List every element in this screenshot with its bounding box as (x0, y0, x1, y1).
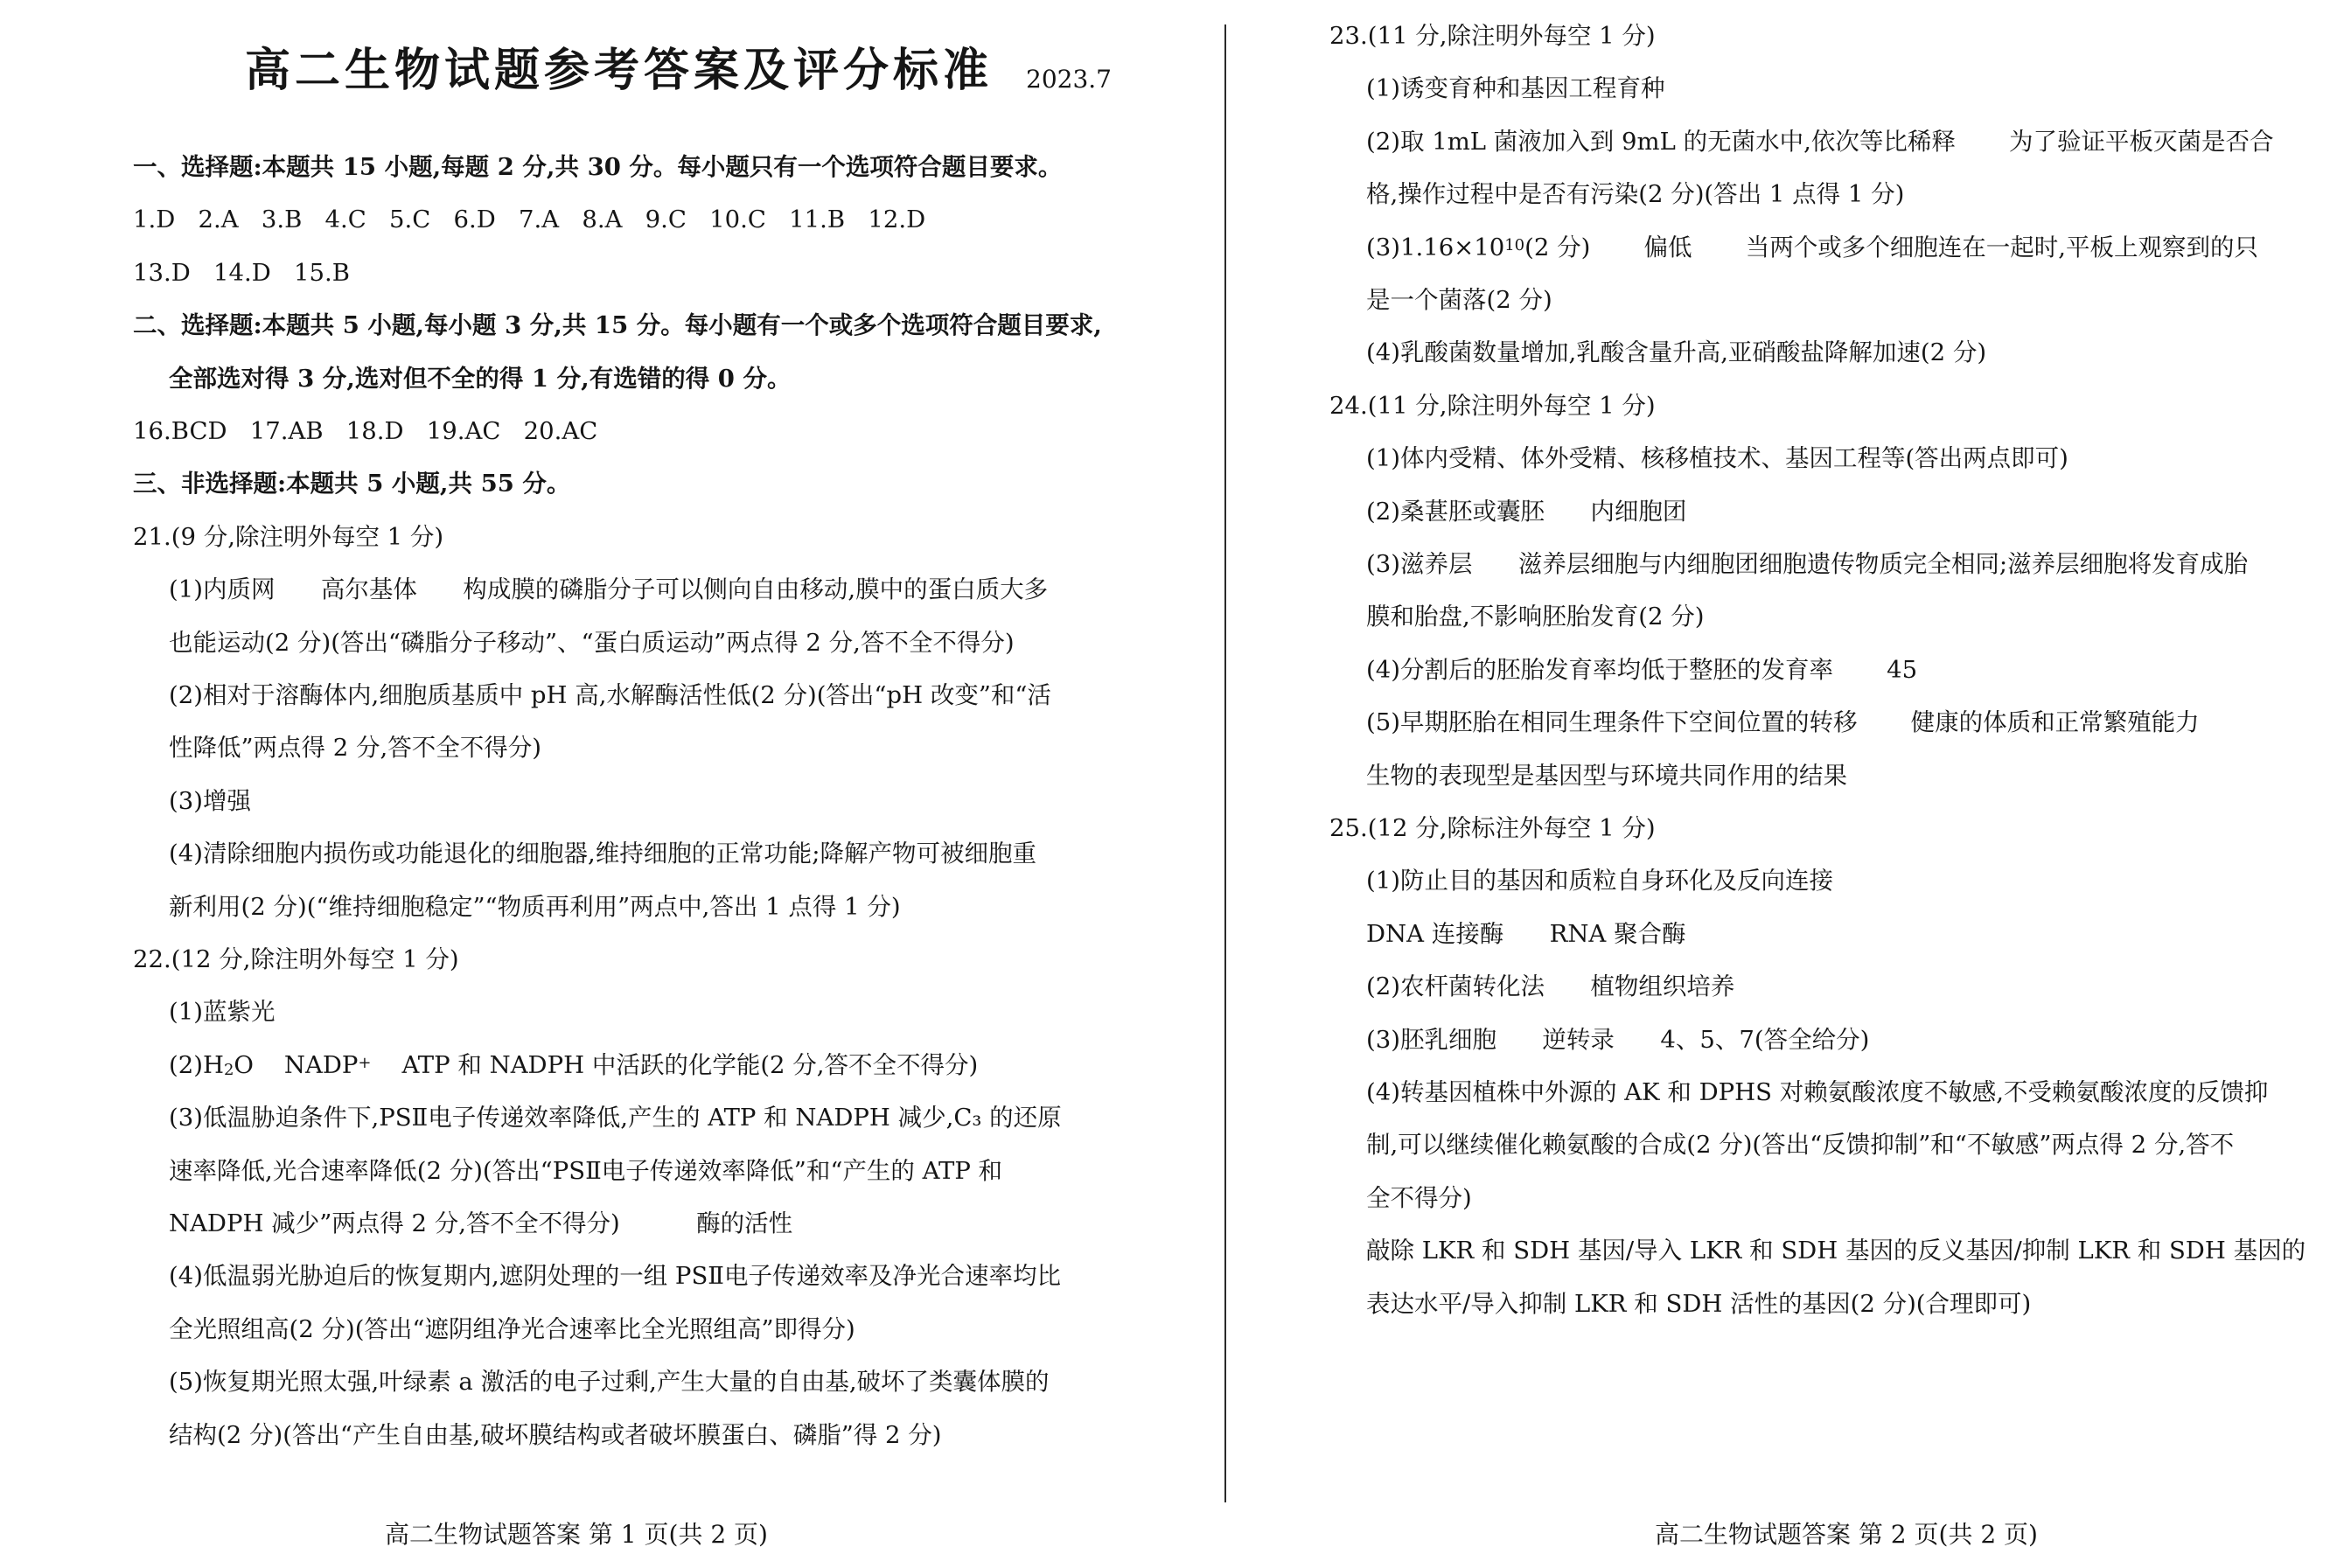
superscript: 10 (1504, 235, 1525, 254)
answer-line: (2)农杆菌转化法 植物组织培养 (1366, 972, 1735, 1001)
answer-line: 二、选择题:本题共 5 小题,每小题 3 分,共 15 分。每小题有一个或多个选项符合题目要求, (133, 311, 1102, 340)
answer-line: 三、非选择题:本题共 5 小题,共 55 分。 (133, 470, 571, 498)
page-title: 高二生物试题参考答案及评分标准 (245, 44, 994, 97)
answer-text: ATP 和 NADPH 中活跃的化学能(2 分,答不全不得分) (371, 1050, 979, 1079)
subscript: 2 (223, 1060, 234, 1079)
answer-line: (2)桑葚胚或囊胚 内细胞团 (1366, 497, 1687, 526)
answer-line: 25.(12 分,除标注外每空 1 分) (1329, 814, 1656, 842)
answer-line: 一、选择题:本题共 15 小题,每题 2 分,共 30 分。每小题只有一个选项符合题目要求。 (133, 153, 1063, 181)
answer-line: (4)低温弱光胁迫后的恢复期内,遮阴处理的一组 PSⅡ电子传递效率及净光合速率均比 (169, 1262, 1061, 1291)
answer-line: (1)内质网 高尔基体 构成膜的磷脂分子可以侧向自由移动,膜中的蛋白质大多 (169, 575, 1049, 604)
answer-line: 敲除 LKR 和 SDH 基因/导入 LKR 和 SDH 基因的反义基因/抑制 LKR 和 SDH 基因的 (1366, 1237, 2306, 1265)
page-divider (1224, 24, 1226, 1502)
answer-line: (3)胚乳细胞 逆转录 4、5、7(答全给分) (1366, 1025, 1870, 1054)
page-footer-2: 高二生物试题答案 第 2 页(共 2 页) (1655, 1520, 2038, 1549)
answer-line: 1.D 2.A 3.B 4.C 5.C 6.D 7.A 8.A 9.C 10.C 11.B 12.D (133, 206, 926, 234)
answer-line: (1)防止目的基因和质粒自身环化及反向连接 (1366, 867, 1833, 896)
answer-line: (3)增强 (169, 786, 251, 815)
answer-line: 速率降低,光合速率降低(2 分)(答出“PSⅡ电子传递效率降低”和“产生的 ATP 和 (169, 1156, 1003, 1185)
answer-line: 制,可以继续催化赖氨酸的合成(2 分)(答出“反馈抑制”和“不敏感”两点得 2 分,答不 (1366, 1131, 2235, 1160)
answer-line: (3)滋养层 滋养层细胞与内细胞团细胞遗传物质完全相同;滋养层细胞将发育成胎 (1366, 550, 2249, 578)
superscript: + (358, 1053, 372, 1072)
answer-line: (4)乳酸菌数量增加,乳酸含量升高,亚硝酸盐降解加速(2 分) (1366, 338, 1987, 367)
answer-line-22-2 (169, 1048, 978, 1083)
answer-line: 性降低”两点得 2 分,答不全不得分) (169, 734, 542, 763)
answer-line: 表达水平/导入抑制 LKR 和 SDH 活性的基因(2 分)(合理即可) (1366, 1289, 2032, 1318)
answer-line: 新利用(2 分)(“维持细胞稳定”“物质再利用”两点中,答出 1 点得 1 分) (169, 892, 901, 921)
answer-line: (2)取 1mL 菌液加入到 9mL 的无菌水中,依次等比稀释 为了验证平板灭菌是否合 (1366, 127, 2274, 156)
page-footer-1: 高二生物试题答案 第 1 页(共 2 页) (385, 1520, 768, 1549)
answer-line: (1)蓝紫光 (169, 998, 276, 1027)
answer-line: 全部选对得 3 分,选对但不全的得 1 分,有选错的得 0 分。 (169, 364, 792, 393)
answer-line: 16.BCD 17.AB 18.D 19.AC 20.AC (133, 417, 598, 445)
answer-line: NADPH 减少”两点得 2 分,答不全不得分) 酶的活性 (169, 1209, 793, 1237)
answer-text: (3)1.16×10 (1366, 233, 1505, 261)
answer-line: 21.(9 分,除注明外每空 1 分) (133, 522, 444, 551)
answer-line: 格,操作过程中是否有污染(2 分)(答出 1 点得 1 分) (1366, 180, 1905, 209)
answer-line-23-3 (1366, 230, 2258, 265)
answer-text: O NADP (234, 1050, 359, 1079)
answer-line: (2)相对于溶酶体内,细胞质基质中 pH 高,水解酶活性低(2 分)(答出“pH 改变”和“活 (169, 681, 1051, 709)
answer-line: 全不得分) (1366, 1183, 1472, 1212)
answer-text: (2)H (169, 1050, 224, 1079)
answer-line: 全光照组高(2 分)(答出“遮阴组净光合速率比全光照组高”即得分) (169, 1314, 855, 1343)
title-row (245, 33, 1112, 99)
answer-line: 23.(11 分,除注明外每空 1 分) (1329, 22, 1656, 50)
answer-line: (4)转基因植株中外源的 AK 和 DPHS 对赖氨酸浓度不敏感,不受赖氨酸浓度的反馈抑 (1366, 1078, 2269, 1106)
answer-line: 生物的表现型是基因型与环境共同作用的结果 (1366, 761, 1847, 790)
answer-line: 也能运动(2 分)(答出“磷脂分子移动”、“蛋白质运动”两点得 2 分,答不全不得分) (169, 628, 1015, 657)
answer-line: (1)体内受精、体外受精、核移植技术、基因工程等(答出两点即可) (1366, 444, 2068, 473)
answer-line: 是一个菌落(2 分) (1366, 286, 1552, 314)
answer-line: (4)分割后的胚胎发育率均低于整胚的发育率 45 (1366, 655, 1918, 684)
answer-line: DNA 连接酶 RNA 聚合酶 (1366, 919, 1686, 948)
answer-line: (4)清除细胞内损伤或功能退化的细胞器,维持细胞的正常功能;降解产物可被细胞重 (169, 840, 1036, 868)
answer-line: 13.D 14.D 15.B (133, 258, 350, 287)
answer-line: (1)诱变育种和基因工程育种 (1366, 74, 1665, 103)
answer-line: (5)恢复期光照太强,叶绿素 a 激活的电子过剩,产生大量的自由基,破坏了类囊体膜的 (169, 1368, 1050, 1397)
answer-text: (2 分) 偏低 当两个或多个细胞连在一起时,平板上观察到的只 (1524, 233, 2258, 261)
answer-line: 膜和胎盘,不影响胚胎发育(2 分) (1366, 603, 1705, 631)
answer-line: (3)低温胁迫条件下,PSⅡ电子传递效率降低,产生的 ATP 和 NADPH 减少,C₃ 的还原 (169, 1104, 1062, 1132)
exam-date: 2023.7 (1026, 65, 1112, 94)
answer-line: 24.(11 分,除注明外每空 1 分) (1329, 391, 1656, 420)
answer-line: (5)早期胚胎在相同生理条件下空间位置的转移 健康的体质和正常繁殖能力 (1366, 708, 2200, 737)
answer-page-2 (1233, 0, 2337, 1568)
answer-line: 22.(12 分,除注明外每空 1 分) (133, 945, 459, 973)
answer-line: 结构(2 分)(答出“产生自由基,破坏膜结构或者破坏膜蛋白、磷脂”得 2 分) (169, 1420, 942, 1449)
